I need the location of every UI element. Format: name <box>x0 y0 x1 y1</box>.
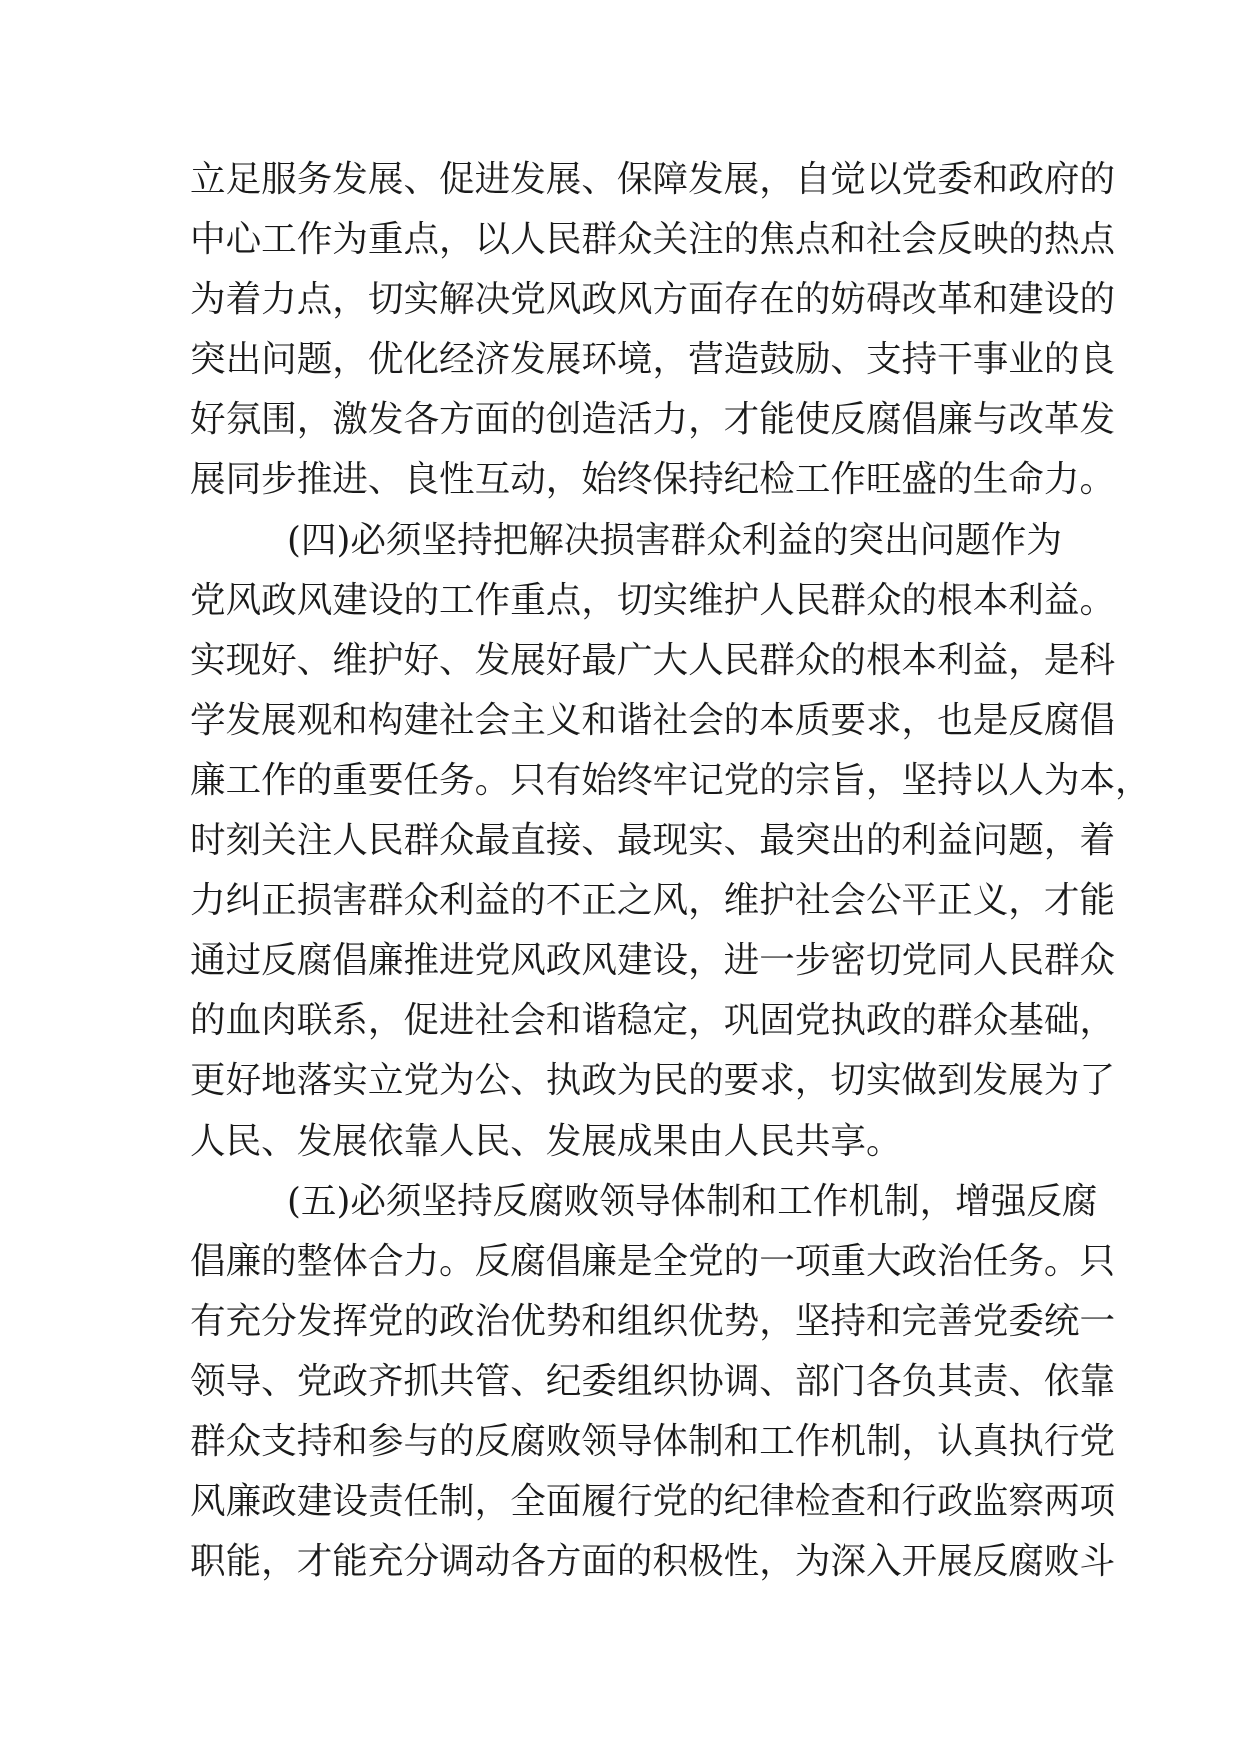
text-line: 群众支持和参与的反腐败领导体制和工作机制，认真执行党 <box>190 1420 1116 1462</box>
text-line: 学发展观和构建社会主义和谐社会的本质要求，也是反腐倡 <box>190 699 1116 741</box>
text-line: 党风政风建设的工作重点，切实维护人民群众的根本利益。 <box>190 579 1116 621</box>
text-line: 通过反腐倡廉推进党风政风建设，进一步密切党同人民群众 <box>190 940 1116 982</box>
text-line: 的血肉联系，促进社会和谐稳定，巩固党执政的群众基础， <box>190 1000 1116 1042</box>
section-heading-4: (四)必须坚持把解决损害群众利益的突出问题作为 <box>287 519 1062 561</box>
text-line: 实现好、维护好、发展好最广大人民群众的根本利益，是科 <box>190 639 1116 681</box>
text-line: 有充分发挥党的政治优势和组织优势，坚持和完善党委统一 <box>190 1300 1116 1342</box>
text-line: 人民、发展依靠人民、发展成果由人民共享。 <box>190 1120 902 1162</box>
text-line: 力纠正损害群众利益的不正之风，维护社会公平正义，才能 <box>190 880 1116 922</box>
text-line: 领导、党政齐抓共管、纪委组织协调、部门各负其责、依靠 <box>190 1360 1116 1402</box>
body-text <box>190 150 1151 1592</box>
text-line: 为着力点，切实解决党风政风方面存在的妨碍改革和建设的 <box>190 279 1116 321</box>
text-line: 展同步推进、良性互动，始终保持纪检工作旺盛的生命力。 <box>190 459 1116 501</box>
section-heading-5: (五)必须坚持反腐败领导体制和工作机制，增强反腐 <box>287 1180 1098 1222</box>
text-line: 职能，才能充分调动各方面的积极性，为深入开展反腐败斗 <box>190 1541 1116 1583</box>
text-line: 时刻关注人民群众最直接、最现实、最突出的利益问题，着 <box>190 820 1116 862</box>
text-line: 廉工作的重要任务。只有始终牢记党的宗旨，坚持以人为本， <box>190 759 1151 801</box>
text-line: 倡廉的整体合力。反腐倡廉是全党的一项重大政治任务。只 <box>190 1240 1116 1282</box>
text-line: 风廉政建设责任制，全面履行党的纪律检查和行政监察两项 <box>190 1481 1116 1523</box>
text-line: 立足服务发展、促进发展、保障发展，自觉以党委和政府的 <box>190 159 1116 200</box>
text-line: 突出问题，优化经济发展环境，营造鼓励、支持干事业的良 <box>190 339 1116 381</box>
text-line: 中心工作为重点，以人民群众关注的焦点和社会反映的热点 <box>190 219 1116 261</box>
text-line: 好氛围，激发各方面的创造活力，才能使反腐倡廉与改革发 <box>190 399 1116 441</box>
text-line: 更好地落实立党为公、执政为民的要求，切实做到发展为了 <box>190 1060 1116 1102</box>
